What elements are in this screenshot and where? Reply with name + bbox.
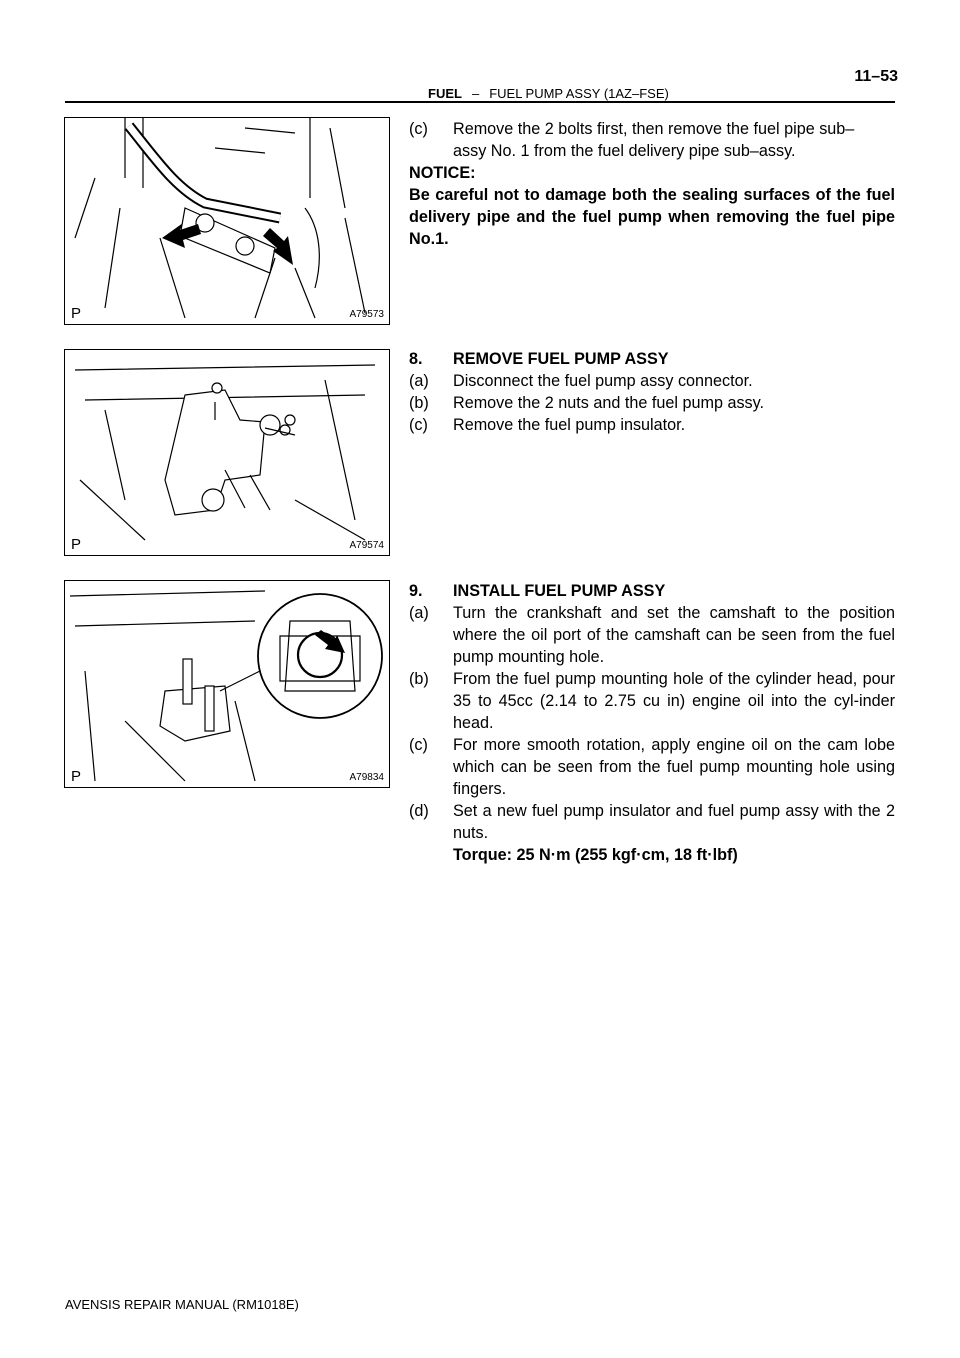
header-title [428, 86, 669, 101]
block-remove-fuel-pipe [409, 118, 895, 250]
figure-a79574 [64, 349, 390, 556]
heading-text: INSTALL FUEL PUMP ASSY [453, 582, 666, 600]
header-rule [65, 101, 895, 103]
step-label: (c) [409, 416, 428, 434]
heading-number: 8. [409, 350, 423, 368]
step-item [409, 668, 895, 734]
header-subsection: FUEL PUMP ASSY (1AZ–FSE) [489, 86, 669, 101]
step-label: (b) [409, 394, 429, 412]
step-label: (a) [409, 372, 429, 390]
manual-footer: AVENSIS REPAIR MANUAL (RM1018E) [65, 1297, 299, 1312]
figure-a79834 [64, 580, 390, 788]
header-section: FUEL [428, 86, 462, 101]
page-number: 11–53 [854, 68, 898, 85]
step-text: From the fuel pump mounting hole of the cylinder head, pour 35 to 45cc (2.14 to 2.75 cu in) engine oil into the cyl-inder head. [453, 670, 895, 732]
figure-code: A79834 [349, 772, 384, 783]
step-item [409, 370, 895, 392]
torque-spec: Torque: 25 N·m (255 kgf·cm, 18 ft·lbf) [453, 846, 738, 864]
figure-p-mark: P [71, 305, 82, 322]
step-text-line2: assy No. 1 from the fuel delivery pipe sub–assy. [453, 142, 796, 160]
step-label: (c) [409, 120, 428, 138]
figure-a79574-illustration [65, 350, 390, 556]
step-text: Set a new fuel pump insulator and fuel pump assy with the 2 nuts. [453, 802, 895, 842]
figure-a79573-illustration [65, 118, 390, 325]
heading-text: REMOVE FUEL PUMP ASSY [453, 350, 669, 368]
step-text: Turn the crankshaft and set the camshaft to the position where the oil port of the camshaft can be seen from the fuel pump mounting hole. [453, 604, 895, 666]
block-remove-fuel-pump [409, 348, 895, 436]
figure-a79573 [64, 117, 390, 325]
step-text: Remove the fuel pump insulator. [453, 416, 686, 434]
step-label: (b) [409, 670, 429, 688]
notice-text: Be careful not to damage both the sealing surfaces of the fuel delivery pipe and the fuel pump when removing the fuel pipe No.1. [409, 186, 895, 248]
step-c-remove-bolts [409, 118, 895, 162]
figure-p-mark: P [71, 768, 82, 785]
figure-code: A79574 [349, 540, 384, 551]
figure-a79834-illustration [65, 581, 390, 788]
header-separator: – [471, 86, 480, 101]
step-text: For more smooth rotation, apply engine oil on the cam lobe which can be seen from the fuel pump mounting hole using fingers. [453, 736, 895, 798]
block-install-fuel-pump [409, 580, 895, 866]
step-text: Remove the 2 nuts and the fuel pump assy. [453, 394, 765, 412]
heading-number: 9. [409, 582, 423, 600]
page-header [0, 60, 960, 104]
step-text: Disconnect the fuel pump assy connector. [453, 372, 753, 390]
step-item [409, 734, 895, 800]
step-label: (c) [409, 736, 428, 754]
step-item [409, 800, 895, 866]
step-item [409, 392, 895, 414]
step-label: (d) [409, 802, 429, 820]
step-item [409, 602, 895, 668]
section-heading [409, 580, 895, 602]
figure-p-mark: P [71, 536, 82, 553]
figure-code: A79573 [349, 309, 384, 320]
notice-title: NOTICE: [409, 164, 476, 182]
step-item [409, 414, 895, 436]
step-label: (a) [409, 604, 429, 622]
section-heading [409, 348, 895, 370]
step-text-line1: Remove the 2 bolts first, then remove the fuel pipe sub– [453, 120, 855, 138]
